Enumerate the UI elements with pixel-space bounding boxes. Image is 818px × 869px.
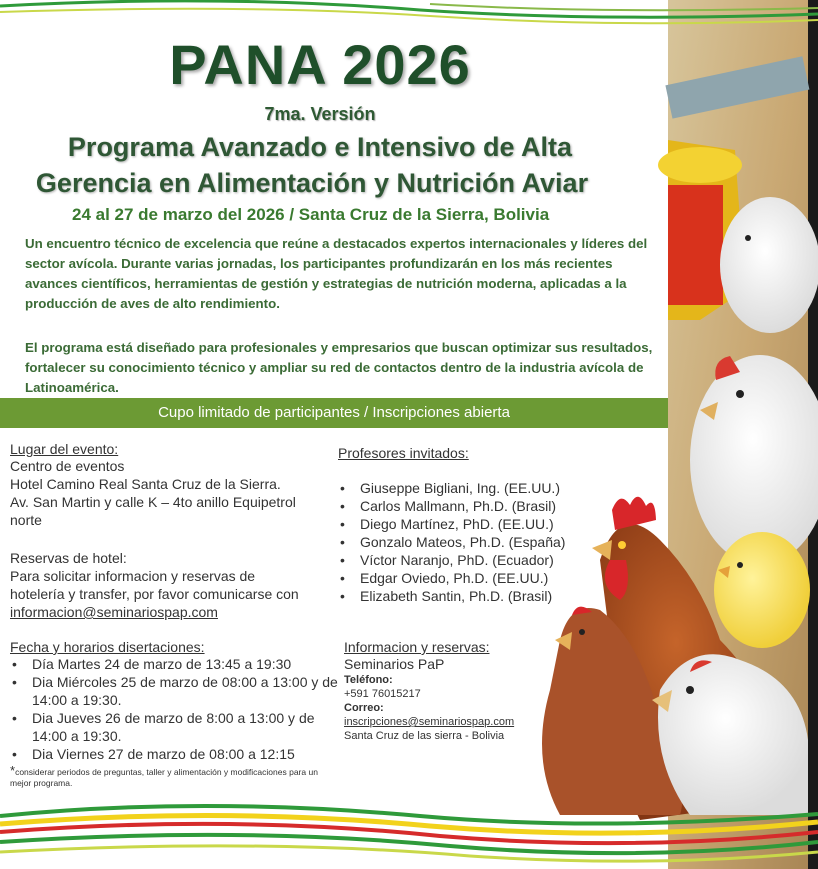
professor-item: • Elizabeth Santin, Ph.D. (Brasil): [338, 587, 598, 605]
program-title-line2: Gerencia en Alimentación y Nutrición Aviar: [35, 168, 589, 198]
dates-location: 24 al 27 de marzo del 2026 / Santa Cruz de la Sierra, Bolivia: [72, 205, 550, 224]
schedule-section: [10, 639, 338, 789]
schedule-list: [10, 655, 338, 763]
venue-label: Lugar del evento:: [10, 441, 119, 457]
contact-label: Informacion y reservas:: [344, 639, 490, 655]
hotel-section: [10, 549, 340, 621]
professor-item: • Víctor Naranjo, PhD. (Ecuador): [338, 551, 598, 569]
phone-label: Teléfono:: [344, 674, 393, 686]
professors-section: [338, 445, 598, 605]
professor-item: • Carlos Mallmann, Ph.D. (Brasil): [338, 497, 598, 515]
contact-company: Seminarios PaP: [344, 656, 445, 672]
professor-item: • Diego Martínez, PhD. (EE.UU.): [338, 515, 598, 533]
contact-section: [344, 639, 564, 743]
schedule-item: • Dia Jueves 26 de marzo de 8:00 a 13:00 y de 14:00 a 19:30.: [10, 709, 338, 745]
schedule-item: • Día Martes 24 de marzo de 13:45 a 19:30: [10, 655, 338, 673]
professor-item: • Gonzalo Mateos, Ph.D. (España): [338, 533, 598, 551]
venue-line: norte: [10, 512, 42, 528]
hotel-label: Reservas de hotel:: [10, 550, 127, 566]
edition-label: 7ma. Versión: [264, 104, 376, 124]
venue-section: [10, 441, 340, 529]
schedule-note: [10, 765, 338, 789]
hotel-line: Para solicitar informacion y reservas de: [10, 568, 256, 584]
phone-number: +591 76015217: [344, 688, 421, 700]
schedule-label: Fecha y horarios disertaciones:: [10, 639, 205, 655]
hotel-email-link[interactable]: informacion@seminariospap.com: [10, 604, 218, 620]
professor-item: • Edgar Oviedo, Ph.D. (EE.UU.): [338, 569, 598, 587]
intro-paragraph-2: El programa está diseñado para profesionales y empresarios que buscan optimizar sus resultados, fortalecer su conocimiento técnico y ampliar su red de contactos dentro de la industria avícola de Latinoamérica.: [25, 340, 653, 395]
contact-email-link[interactable]: inscripciones@seminariospap.com: [344, 716, 515, 728]
event-title: PANA 2026: [169, 33, 471, 96]
professor-item: • Giuseppe Bigliani, Ing. (EE.UU.): [338, 479, 598, 497]
yellow-chick: [714, 532, 810, 648]
email-label: Correo:: [344, 702, 384, 714]
professors-label: Profesores invitados:: [338, 445, 469, 461]
contact-city: Santa Cruz de las sierra - Bolivia: [344, 730, 505, 742]
registration-banner: Cupo limitado de participantes / Inscripciones abierta: [0, 398, 668, 428]
venue-line: Hotel Camino Real Santa Cruz de la Sierra.: [10, 476, 281, 492]
program-title-line1: Programa Avanzado e Intensivo de Alta: [67, 132, 573, 162]
venue-line: Centro de eventos: [10, 458, 125, 474]
note-text: considerar periodos de preguntas, taller y alimentación y modificaciones para un mejor programa.: [10, 767, 318, 788]
schedule-item: • Dia Viernes 27 de marzo de 08:00 a 12:15: [10, 745, 338, 763]
schedule-item: • Dia Miércoles 25 de marzo de 08:00 a 13:00 y de 14:00 a 19:30.: [10, 673, 338, 709]
intro-paragraph-1: Un encuentro técnico de excelencia que reúne a destacados expertos internacionales y líderes del sector avícola. Durante varias jornadas, los participantes profundizarán en los más recientes avances científicos, herramientas de gestión y estrategias de nutrición moderna, aplicadas a la producción de aves de alto rendimiento.: [25, 236, 648, 311]
professors-list: [338, 479, 598, 605]
venue-line: Av. San Martin y calle K – 4to anillo Equipetrol: [10, 494, 296, 510]
hotel-line: hotelería y transfer, por favor comunicarse con: [10, 586, 299, 602]
note-asterisk: *: [10, 763, 16, 778]
